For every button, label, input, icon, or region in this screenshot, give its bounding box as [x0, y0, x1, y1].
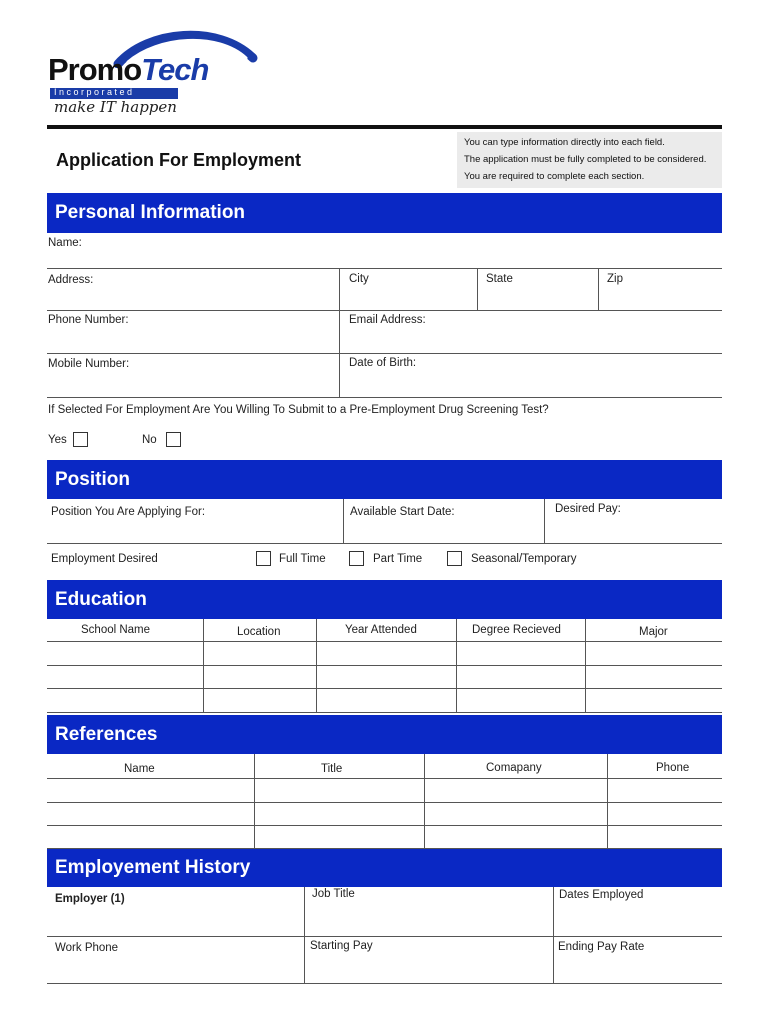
no-checkbox[interactable] — [166, 432, 181, 447]
yes-checkbox[interactable] — [73, 432, 88, 447]
phone-label: Phone Number: — [48, 314, 129, 326]
section-references: References — [47, 715, 722, 754]
ending-pay-field[interactable] — [554, 937, 722, 983]
starting-pay-field[interactable] — [305, 937, 552, 983]
instruction-note: You are required to complete each section. — [464, 171, 645, 182]
email-field[interactable] — [340, 311, 722, 353]
part-time-checkbox[interactable] — [349, 551, 364, 566]
address-field[interactable] — [47, 270, 339, 310]
name-field[interactable] — [96, 236, 722, 266]
email-label: Email Address: — [349, 314, 426, 326]
header-rule — [47, 125, 722, 129]
position-applying-field[interactable] — [47, 500, 343, 542]
column-header: Degree Recieved — [472, 624, 561, 636]
job-title-field[interactable] — [305, 888, 552, 936]
full-time-label: Full Time — [279, 553, 326, 565]
logo-tech-text: Tech — [141, 52, 209, 87]
section-position: Position — [47, 460, 722, 499]
dob-field[interactable] — [340, 354, 722, 398]
employment-desired-label: Employment Desired — [51, 553, 158, 565]
job-title-label: Job Title — [312, 888, 355, 900]
reference-row[interactable] — [47, 826, 722, 848]
work-phone-label: Work Phone — [55, 942, 119, 954]
dates-employed-label: Dates Employed — [559, 889, 644, 901]
position-applying-label: Position You Are Applying For: — [51, 506, 206, 518]
ending-pay-label: Ending Pay Rate — [558, 941, 645, 953]
section-employment-history: Employement History — [47, 849, 722, 887]
education-row[interactable] — [47, 666, 722, 688]
zip-label: Zip — [607, 273, 623, 285]
mobile-field[interactable] — [47, 354, 339, 398]
reference-row[interactable] — [47, 803, 722, 825]
yes-label: Yes — [48, 434, 67, 446]
full-time-checkbox[interactable] — [256, 551, 271, 566]
seasonal-label: Seasonal/Temporary — [471, 553, 577, 565]
column-header: School Name — [81, 624, 151, 636]
instruction-note: The application must be fully completed to be considered. — [464, 154, 707, 165]
start-date-field[interactable] — [344, 500, 544, 542]
desired-pay-field[interactable] — [545, 500, 722, 542]
education-table — [47, 619, 722, 714]
logo-sub-text: Incorporated — [54, 87, 135, 97]
section-education: Education — [47, 580, 722, 619]
seasonal-checkbox[interactable] — [447, 551, 462, 566]
address-label: Address: — [48, 274, 94, 286]
start-date-label: Available Start Date: — [350, 506, 455, 518]
instructions-box — [457, 132, 722, 188]
desired-pay-label: Desired Pay: — [555, 503, 621, 515]
drug-screening-question: If Selected For Employment Are You Willing To Submit to a Pre-Employment Drug Screening Test? — [48, 404, 549, 416]
section-personal-information: Personal Information — [47, 193, 722, 233]
logo-tagline: make IT happen — [54, 98, 177, 116]
mobile-label: Mobile Number: — [48, 358, 130, 370]
education-row[interactable] — [47, 642, 722, 664]
employer-label: Employer (1) — [55, 893, 125, 905]
logo-promo-text: Promo — [48, 52, 142, 87]
work-phone-field[interactable] — [47, 937, 303, 983]
dates-employed-field[interactable] — [554, 888, 722, 936]
reference-row[interactable] — [47, 779, 722, 801]
column-header: Location — [237, 626, 281, 638]
phone-field[interactable] — [47, 311, 339, 353]
references-table — [47, 754, 722, 849]
column-header: Major — [639, 626, 668, 638]
instruction-note: You can type information directly into each field. — [464, 137, 665, 148]
no-label: No — [142, 434, 157, 446]
column-header: Comapany — [486, 762, 542, 774]
page-title: Application For Employment — [56, 150, 302, 170]
company-logo — [48, 28, 248, 118]
column-header: Name — [124, 763, 155, 775]
state-label: State — [486, 273, 513, 285]
column-header: Title — [321, 763, 343, 775]
zip-field[interactable] — [599, 270, 722, 310]
employer-field[interactable] — [47, 888, 303, 936]
dob-label: Date of Birth: — [349, 357, 417, 369]
city-label: City — [349, 273, 369, 285]
part-time-label: Part Time — [373, 553, 423, 565]
column-header: Phone — [656, 762, 690, 774]
city-field[interactable] — [340, 270, 477, 310]
starting-pay-label: Starting Pay — [310, 940, 373, 952]
name-label: Name: — [48, 237, 82, 249]
state-field[interactable] — [478, 270, 598, 310]
education-row[interactable] — [47, 689, 722, 711]
column-header: Year Attended — [345, 624, 417, 636]
